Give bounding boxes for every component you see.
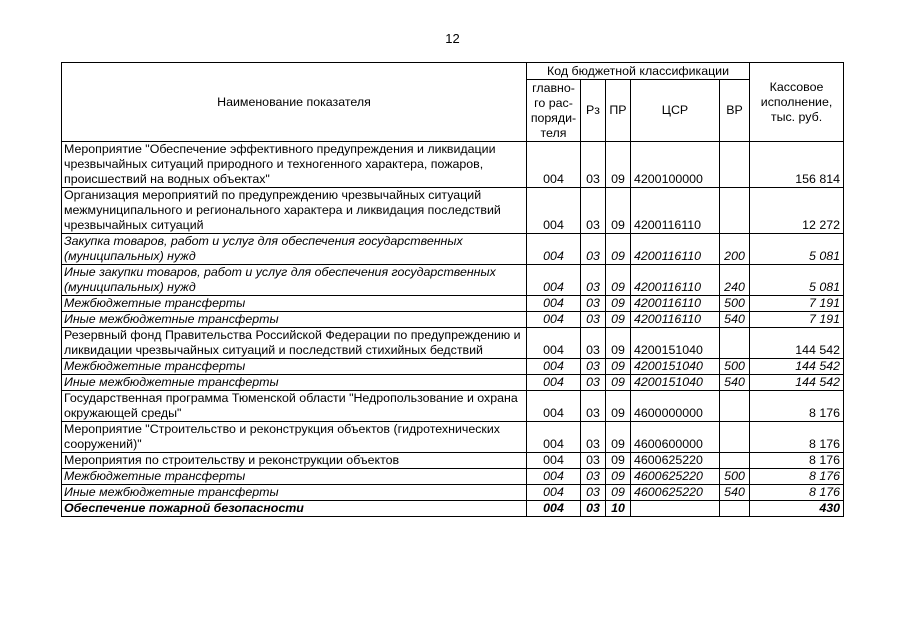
- row-pr-code: 09: [606, 391, 631, 422]
- row-name: Организация мероприятий по предупреждению чрезвычайных ситуаций межмуниципального и регионального характера и ликвидация последствий чрезвычайных ситуаций: [62, 188, 527, 234]
- row-vr-code: 500: [720, 469, 750, 485]
- row-pr-code: 09: [606, 312, 631, 328]
- row-glav-code: 004: [527, 188, 581, 234]
- table-row: [62, 485, 844, 501]
- row-pr-code: 09: [606, 296, 631, 312]
- row-vr-code: [720, 188, 750, 234]
- row-amount: 8 176: [750, 453, 844, 469]
- row-amount: 8 176: [750, 485, 844, 501]
- row-pr-code: 09: [606, 422, 631, 453]
- row-name: Закупка товаров, работ и услуг для обеспечения государственных (муниципальных) нужд: [62, 234, 527, 265]
- row-rz-code: 03: [581, 142, 606, 188]
- row-glav-code: 004: [527, 328, 581, 359]
- row-rz-code: 03: [581, 469, 606, 485]
- table-row: [62, 391, 844, 422]
- row-pr-code: 09: [606, 188, 631, 234]
- row-name: Иные межбюджетные трансферты: [62, 485, 527, 501]
- row-pr-code: 09: [606, 265, 631, 296]
- row-csr-code: 4200116110: [631, 188, 720, 234]
- row-name: Межбюджетные трансферты: [62, 469, 527, 485]
- row-csr-code: 4200151040: [631, 375, 720, 391]
- row-rz-code: 03: [581, 312, 606, 328]
- table-body: [62, 142, 844, 517]
- row-pr-code: 09: [606, 375, 631, 391]
- row-glav-code: 004: [527, 375, 581, 391]
- table-row: [62, 296, 844, 312]
- row-csr-code: [631, 501, 720, 517]
- table-row: [62, 234, 844, 265]
- row-vr-code: [720, 422, 750, 453]
- row-amount: 7 191: [750, 312, 844, 328]
- row-name: Государственная программа Тюменской области "Недропользование и охрана окружающей среды": [62, 391, 527, 422]
- row-amount: 8 176: [750, 391, 844, 422]
- row-rz-code: 03: [581, 265, 606, 296]
- row-name: Межбюджетные трансферты: [62, 296, 527, 312]
- table-row: [62, 375, 844, 391]
- row-name: Мероприятие "Строительство и реконструкция объектов (гидротехнических сооружений)": [62, 422, 527, 453]
- header-vr: ВР: [720, 80, 750, 142]
- table-row: [62, 265, 844, 296]
- row-csr-code: 4600625220: [631, 469, 720, 485]
- row-vr-code: 540: [720, 312, 750, 328]
- page-number: 12: [445, 31, 460, 46]
- row-vr-code: 540: [720, 375, 750, 391]
- row-amount: 8 176: [750, 469, 844, 485]
- row-amount: 156 814: [750, 142, 844, 188]
- row-vr-code: [720, 501, 750, 517]
- row-vr-code: [720, 453, 750, 469]
- row-pr-code: 10: [606, 501, 631, 517]
- row-vr-code: 240: [720, 265, 750, 296]
- budget-table: [61, 62, 844, 517]
- row-rz-code: 03: [581, 188, 606, 234]
- row-glav-code: 004: [527, 501, 581, 517]
- row-amount: 12 272: [750, 188, 844, 234]
- row-glav-code: 004: [527, 142, 581, 188]
- row-csr-code: 4600625220: [631, 485, 720, 501]
- row-glav-code: 004: [527, 296, 581, 312]
- row-glav-code: 004: [527, 265, 581, 296]
- row-rz-code: 03: [581, 422, 606, 453]
- table-row: [62, 312, 844, 328]
- row-glav-code: 004: [527, 391, 581, 422]
- row-vr-code: 540: [720, 485, 750, 501]
- row-name: Обеспечение пожарной безопасности: [62, 501, 527, 517]
- header-glav: главно-го рас-поряди-теля: [527, 80, 581, 142]
- header-rz: Рз: [581, 80, 606, 142]
- row-rz-code: 03: [581, 485, 606, 501]
- row-vr-code: [720, 328, 750, 359]
- table-row: [62, 469, 844, 485]
- header-name-column: Наименование показателя: [62, 63, 527, 142]
- row-rz-code: 03: [581, 375, 606, 391]
- row-name: Иные закупки товаров, работ и услуг для обеспечения государственных (муниципальных) нужд: [62, 265, 527, 296]
- row-pr-code: 09: [606, 485, 631, 501]
- row-csr-code: 4600000000: [631, 391, 720, 422]
- table-row: [62, 328, 844, 359]
- row-name: Межбюджетные трансферты: [62, 359, 527, 375]
- row-vr-code: 500: [720, 296, 750, 312]
- header-csr: ЦСР: [631, 80, 720, 142]
- row-rz-code: 03: [581, 328, 606, 359]
- table-row: [62, 142, 844, 188]
- row-pr-code: 09: [606, 328, 631, 359]
- row-rz-code: 03: [581, 453, 606, 469]
- row-name: Мероприятие "Обеспечение эффективного предупреждения и ликвидации чрезвычайных ситуаций природного и техногенного характера, пожаров, происшествий на водных объектах": [62, 142, 527, 188]
- row-csr-code: 4200151040: [631, 359, 720, 375]
- row-amount: 144 542: [750, 359, 844, 375]
- row-csr-code: 4600600000: [631, 422, 720, 453]
- row-amount: 5 081: [750, 265, 844, 296]
- row-glav-code: 004: [527, 359, 581, 375]
- row-pr-code: 09: [606, 453, 631, 469]
- row-glav-code: 004: [527, 453, 581, 469]
- row-pr-code: 09: [606, 359, 631, 375]
- header-pr: ПР: [606, 80, 631, 142]
- row-pr-code: 09: [606, 234, 631, 265]
- table-row: [62, 359, 844, 375]
- row-name: Мероприятия по строительству и реконструкции объектов: [62, 453, 527, 469]
- table-row: [62, 422, 844, 453]
- row-glav-code: 004: [527, 312, 581, 328]
- row-vr-code: 500: [720, 359, 750, 375]
- table-row: [62, 453, 844, 469]
- table-header: [62, 63, 844, 142]
- header-code-group: Код бюджетной классификации: [527, 63, 750, 80]
- row-rz-code: 03: [581, 391, 606, 422]
- row-amount: 144 542: [750, 375, 844, 391]
- table-row: [62, 188, 844, 234]
- row-csr-code: 4200116110: [631, 312, 720, 328]
- row-amount: 7 191: [750, 296, 844, 312]
- row-amount: 144 542: [750, 328, 844, 359]
- row-csr-code: 4200151040: [631, 328, 720, 359]
- row-glav-code: 004: [527, 469, 581, 485]
- row-pr-code: 09: [606, 142, 631, 188]
- row-glav-code: 004: [527, 485, 581, 501]
- row-pr-code: 09: [606, 469, 631, 485]
- row-vr-code: 200: [720, 234, 750, 265]
- row-name: Резервный фонд Правительства Российской Федерации по предупреждению и ликвидации чрезвычайных ситуаций и последствий стихийных бедствий: [62, 328, 527, 359]
- row-amount: 430: [750, 501, 844, 517]
- row-rz-code: 03: [581, 501, 606, 517]
- row-vr-code: [720, 142, 750, 188]
- row-glav-code: 004: [527, 422, 581, 453]
- table-row: [62, 501, 844, 517]
- row-csr-code: 4200100000: [631, 142, 720, 188]
- row-csr-code: 4200116110: [631, 296, 720, 312]
- row-csr-code: 4200116110: [631, 234, 720, 265]
- row-name: Иные межбюджетные трансферты: [62, 375, 527, 391]
- row-csr-code: 4200116110: [631, 265, 720, 296]
- header-amount: Кассовое исполнение, тыс. руб.: [750, 63, 844, 142]
- row-csr-code: 4600625220: [631, 453, 720, 469]
- row-rz-code: 03: [581, 359, 606, 375]
- row-name: Иные межбюджетные трансферты: [62, 312, 527, 328]
- row-glav-code: 004: [527, 234, 581, 265]
- row-rz-code: 03: [581, 296, 606, 312]
- row-vr-code: [720, 391, 750, 422]
- row-amount: 8 176: [750, 422, 844, 453]
- row-amount: 5 081: [750, 234, 844, 265]
- row-rz-code: 03: [581, 234, 606, 265]
